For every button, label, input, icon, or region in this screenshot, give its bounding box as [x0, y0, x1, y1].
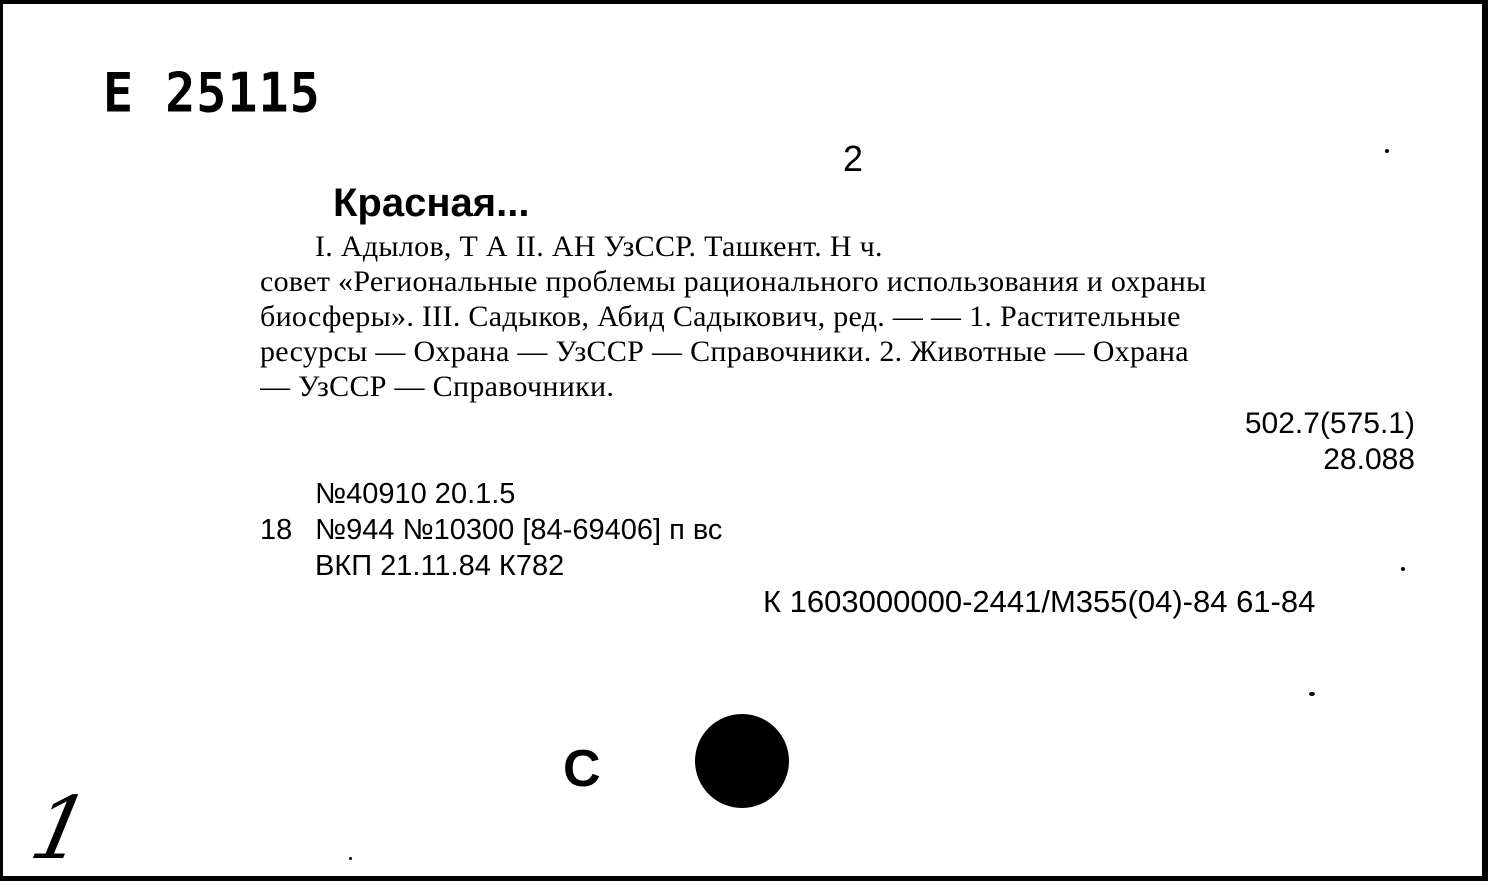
call-number: Е 25115 — [103, 61, 321, 125]
description-line: биосферы». III. Садыков, Абид Садыкович, ред. — — 1. Растительные — [260, 300, 1181, 333]
catalog-letter: С — [563, 740, 601, 798]
registration-line — [260, 476, 722, 512]
registration-text: ВКП 21.11.84 К782 — [315, 550, 565, 582]
bibliographic-description — [260, 229, 1430, 404]
description-line: — УзССР — Справочники. — [260, 370, 615, 403]
line-number: 18 — [260, 514, 293, 546]
classification-codes — [1245, 406, 1415, 478]
isbn-line: К 1603000000-2441/М355(04)-84 61-84 — [763, 584, 1316, 619]
description-line: ресурсы — Охрана — УзССР — Справочники. 2. Животные — Охрана — [260, 335, 1189, 368]
handwritten-mark: 1 — [22, 779, 99, 879]
registration-block — [260, 476, 722, 584]
scan-speck — [1309, 692, 1315, 696]
udc-code: 502.7(575.1) — [1244, 407, 1415, 440]
scan-speck — [1401, 567, 1405, 571]
bbk-code: 28.088 — [1323, 443, 1415, 476]
card-title: Красная... — [333, 181, 530, 225]
registration-text: №40910 20.1.5 — [315, 478, 516, 510]
scan-speck — [1385, 149, 1389, 153]
filled-circle-mark — [695, 714, 789, 808]
scan-speck — [349, 857, 352, 860]
description-line: I. Адылов, Т А II. АН УзССР. Ташкент. Н ч. — [315, 230, 883, 263]
volume-mark: 2 — [843, 138, 864, 179]
registration-line — [260, 548, 722, 584]
description-line: совет «Региональные проблемы рационального использования и охраны — [260, 265, 1207, 298]
registration-text: №944 №10300 [84-69406] п вс — [315, 514, 723, 546]
registration-line — [260, 512, 722, 548]
